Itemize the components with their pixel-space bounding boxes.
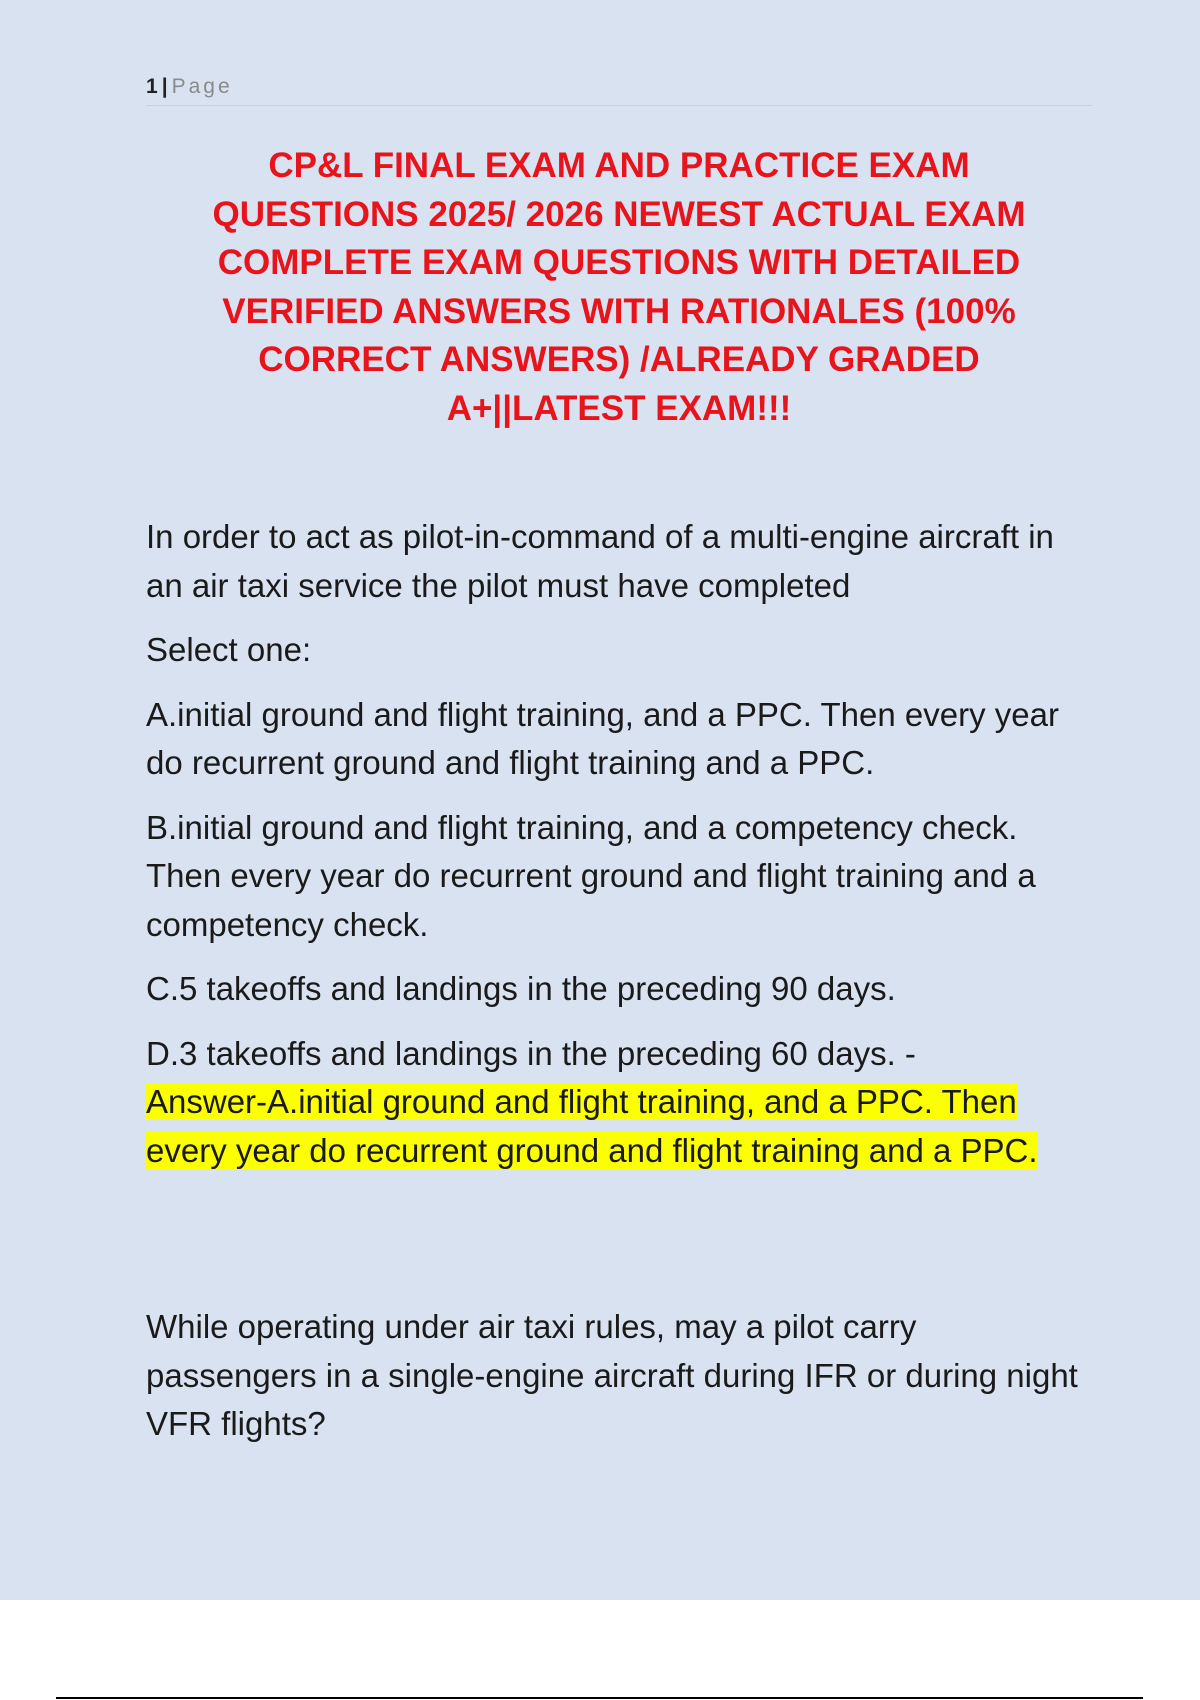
title-line: CP&L FINAL EXAM AND PRACTICE EXAM xyxy=(268,146,970,185)
title-line: QUESTIONS 2025/ 2026 NEWEST ACTUAL EXAM xyxy=(212,194,1026,234)
title-line: COMPLETE EXAM QUESTIONS WITH DETAILED xyxy=(217,243,1021,282)
footer-divider xyxy=(56,1697,1143,1699)
option-d-with-answer xyxy=(146,1030,1092,1176)
page-separator: | xyxy=(161,75,168,98)
select-prompt: Select one: xyxy=(146,631,312,668)
question-block-1 xyxy=(146,513,1092,1191)
question-text: In order to act as pilot-in-command of a multi-engine aircraft in an air taxi service the pilot must have completed xyxy=(146,518,1054,604)
page-number: 1 xyxy=(146,75,158,98)
page-header xyxy=(146,74,1092,106)
option-a: A.initial ground and flight training, and a PPC. Then every year do recurrent ground and flight training and a PPC. xyxy=(146,695,1059,781)
option-b: B.initial ground and flight training, and a competency check. Then every year do recurrent ground and flight training and a competency check. xyxy=(146,808,1036,943)
page-label: Page xyxy=(171,75,233,98)
highlighted-answer: Answer-A.initial ground and flight training, and a PPC. Then every year do recurrent ground and flight training and a PPC. xyxy=(146,1083,1038,1169)
title-line: A+||LATEST EXAM!!! xyxy=(446,388,792,428)
option-d: D.3 takeoffs and landings in the preceding 60 days. - xyxy=(146,1034,916,1072)
title-line: VERIFIED ANSWERS WITH RATIONALES (100% xyxy=(222,291,1016,331)
question-text: While operating under air taxi rules, may a pilot carry passengers in a single-engine aircraft during IFR or during night VFR flights? xyxy=(146,1308,1078,1442)
document-title xyxy=(146,142,1092,433)
title-line: CORRECT ANSWERS) /ALREADY GRADED xyxy=(258,340,980,379)
option-c: C.5 takeoffs and landings in the preceding 90 days. xyxy=(146,970,896,1007)
question-block-2 xyxy=(146,1303,1092,1465)
